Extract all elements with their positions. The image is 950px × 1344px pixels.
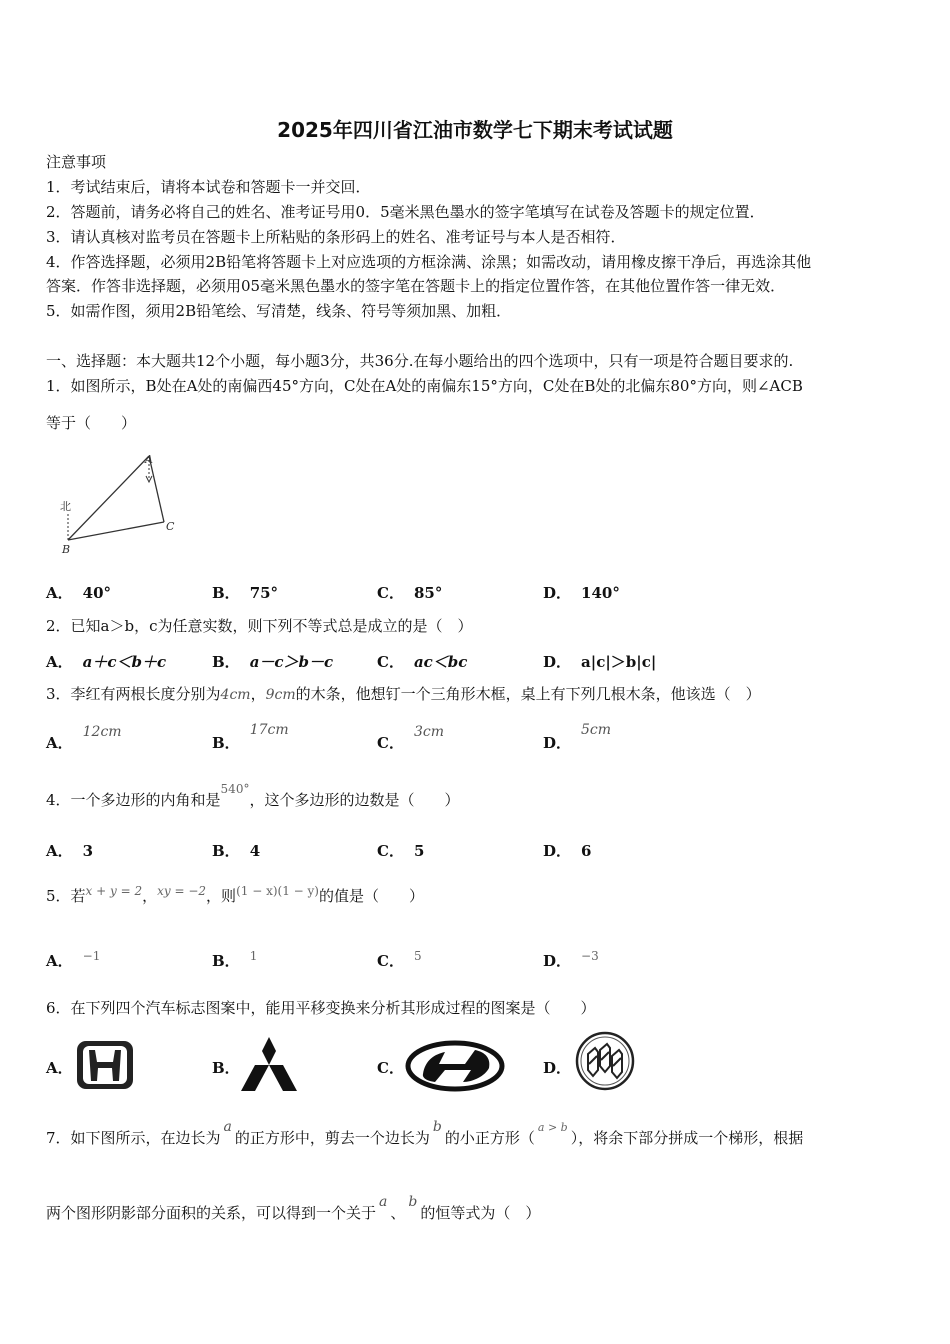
option-b bbox=[212, 651, 333, 672]
option-label: C． bbox=[377, 734, 404, 752]
q5-expr: (1 − x)(1 − y) bbox=[236, 884, 319, 898]
q3-length-2: 9cm bbox=[265, 687, 296, 703]
question-3-text bbox=[46, 684, 761, 705]
question-2-text: 2．已知a＞b，c为任意实数，则下列不等式总是成立的是（ ） bbox=[46, 617, 473, 635]
option-label: A． bbox=[46, 734, 73, 752]
notice-item: 1．考试结束后，请将本试卷和答题卡一并交回． bbox=[46, 178, 371, 196]
option-label: C． bbox=[377, 653, 404, 671]
hyundai-logo-icon bbox=[405, 1040, 505, 1092]
buick-logo-icon bbox=[574, 1030, 636, 1092]
option-text: a－c＞b－c bbox=[249, 653, 334, 671]
q3-post: 的木条，他想钉一个三角形木框，桌上有下列几根木条，他该选（ ） bbox=[295, 685, 761, 703]
option-text: 5 bbox=[413, 949, 422, 963]
q7-part-1: 7．如下图所示，在边长为 bbox=[46, 1129, 221, 1147]
q5-eq-2: xy = −2 bbox=[157, 884, 207, 898]
mitsubishi-logo-icon bbox=[238, 1035, 300, 1093]
option-c bbox=[377, 720, 444, 752]
option-text: 4 bbox=[249, 842, 261, 860]
q3-pre: 3．李红有两根长度分别为 bbox=[46, 685, 221, 703]
q7-part-2: 的正方形中，剪去一个边长为 bbox=[234, 1129, 430, 1147]
option-text: 75° bbox=[249, 584, 279, 602]
q7-part-4: ），将余下部分拼成一个梯形，根据 bbox=[570, 1129, 804, 1147]
option-text: 140° bbox=[581, 584, 620, 602]
q7-part-3: 的小正方形（ bbox=[444, 1129, 535, 1147]
triangle-figure bbox=[56, 448, 186, 560]
question-6-text: 6．在下列四个汽车标志图案中，能用平移变换来分析其形成过程的图案是（ ） bbox=[46, 999, 596, 1017]
option-b bbox=[212, 718, 289, 752]
option-text: 5cm bbox=[581, 722, 612, 738]
option-label: A． bbox=[46, 1059, 73, 1077]
q5-mid: ，则 bbox=[206, 887, 237, 905]
question-7-text-cont bbox=[46, 1194, 541, 1224]
option-label: B． bbox=[212, 952, 240, 970]
notice-item: 答案．作答非选择题，必须用05毫米黑色墨水的签字笔在答题卡上的指定位置作答，在其他位置作答一律无效． bbox=[46, 277, 786, 295]
q3-sep: ， bbox=[250, 685, 266, 703]
notice-item: 5．如需作图，须用2B铅笔绘、写清楚，线条、符号等须加黑、加粗． bbox=[46, 302, 512, 320]
option-label: B． bbox=[212, 1059, 240, 1077]
option-label: C． bbox=[377, 584, 404, 602]
option-label: A． bbox=[46, 584, 73, 602]
option-label: A． bbox=[46, 653, 73, 671]
option-text: 17cm bbox=[249, 722, 289, 738]
option-text: 1 bbox=[249, 949, 258, 963]
q7-var-a: a bbox=[379, 1194, 388, 1210]
question-1-text-cont: 等于（ ） bbox=[46, 414, 137, 432]
vertex-a-label: A bbox=[145, 453, 153, 466]
option-a bbox=[46, 651, 166, 672]
question-5-text bbox=[46, 886, 424, 907]
option-label: D． bbox=[543, 952, 572, 970]
honda-logo-icon bbox=[75, 1039, 135, 1091]
option-a bbox=[46, 944, 101, 970]
question-4-text bbox=[46, 782, 460, 811]
q4-pre: 4．一个多边形的内角和是 bbox=[46, 791, 221, 809]
option-label: C． bbox=[377, 842, 404, 860]
q5-post: 的值是（ ） bbox=[318, 887, 424, 905]
option-label: D． bbox=[543, 584, 572, 602]
option-a bbox=[46, 720, 122, 752]
q7-line2-pre: 两个图形阴影部分面积的关系，可以得到一个关于 bbox=[46, 1204, 377, 1222]
section-heading: 一、选择题：本大题共12个小题，每小题3分，共36分.在每小题给出的四个选项中，只有一项是符合题目要求的. bbox=[46, 352, 794, 370]
q5-pre: 5．若 bbox=[46, 887, 86, 905]
option-label: A． bbox=[46, 842, 73, 860]
option-c bbox=[377, 840, 424, 861]
option-b bbox=[212, 944, 258, 970]
vertex-b-label: B bbox=[62, 543, 71, 556]
option-label: B． bbox=[212, 584, 240, 602]
north-label: 北 bbox=[60, 500, 71, 513]
option-text: 12cm bbox=[82, 724, 122, 740]
option-b bbox=[212, 582, 278, 603]
q7-line2-sep: 、 bbox=[390, 1204, 406, 1222]
q7-condition: a > b bbox=[537, 1121, 568, 1134]
option-text: 3cm bbox=[413, 724, 444, 740]
option-d bbox=[543, 582, 620, 603]
option-label: B． bbox=[212, 653, 240, 671]
vertex-c-label: C bbox=[166, 520, 175, 533]
option-a bbox=[46, 582, 111, 603]
notice-item: 3．请认真核对监考员在答题卡上所粘贴的条形码上的姓名、准考证号与本人是否相符． bbox=[46, 228, 626, 246]
question-7-text bbox=[46, 1119, 804, 1150]
option-c bbox=[377, 944, 422, 970]
q3-length-1: 4cm bbox=[220, 687, 251, 703]
option-text: ac＜bc bbox=[413, 653, 468, 671]
option-d bbox=[543, 718, 612, 752]
q4-post: ，这个多边形的边数是（ ） bbox=[249, 791, 460, 809]
option-text: 5 bbox=[413, 842, 425, 860]
option-a bbox=[46, 840, 93, 861]
notice-heading: 注意事项 bbox=[46, 153, 107, 171]
option-text: 40° bbox=[82, 584, 112, 602]
option-label: C． bbox=[377, 952, 404, 970]
option-text: −1 bbox=[82, 949, 101, 963]
option-label: D． bbox=[543, 653, 572, 671]
option-label: D． bbox=[543, 734, 572, 752]
option-text: 85° bbox=[413, 584, 443, 602]
q7-var-b: b bbox=[408, 1194, 418, 1210]
option-d bbox=[543, 944, 599, 970]
notice-item: 2．答题前，请务必将自己的姓名、准考证号用0．5毫米黑色墨水的签字笔填写在试卷及答题卡的规定位置． bbox=[46, 203, 765, 221]
option-d bbox=[543, 840, 591, 861]
option-label: B． bbox=[212, 842, 240, 860]
q7-line2-post: 的恒等式为（ ） bbox=[420, 1204, 541, 1222]
option-label: A． bbox=[46, 952, 73, 970]
option-text: −3 bbox=[581, 949, 599, 963]
q7-var-a: a bbox=[223, 1119, 232, 1135]
q5-eq-1: x + y = 2 bbox=[85, 884, 143, 898]
question-1-text: 1．如图所示，B处在A处的南偏西45°方向，C处在A处的南偏东15°方向，C处在B处的北偏东80°方向，则∠ACB bbox=[46, 377, 803, 395]
option-label: D． bbox=[543, 842, 572, 860]
option-label: B． bbox=[212, 734, 240, 752]
option-b bbox=[212, 840, 260, 861]
q4-angle-sum: 540° bbox=[220, 782, 250, 796]
option-c bbox=[377, 651, 467, 672]
option-text: 3 bbox=[82, 842, 94, 860]
q5-sep: ， bbox=[142, 887, 158, 905]
option-d bbox=[543, 651, 656, 672]
option-text: 6 bbox=[581, 842, 592, 860]
page-title: 2025年四川省江油市数学七下期末考试试题 bbox=[277, 118, 673, 142]
option-c bbox=[377, 582, 442, 603]
option-label: D． bbox=[543, 1059, 572, 1077]
notice-item: 4．作答选择题，必须用2B铅笔将答题卡上对应选项的方框涂满、涂黑；如需改动，请用橡皮擦干净后，再选涂其他 bbox=[46, 253, 812, 271]
option-text: a＋c＜b＋c bbox=[82, 653, 167, 671]
option-label: C． bbox=[377, 1059, 404, 1077]
q7-var-b: b bbox=[432, 1119, 442, 1135]
option-text: a|c|＞b|c| bbox=[581, 653, 657, 671]
